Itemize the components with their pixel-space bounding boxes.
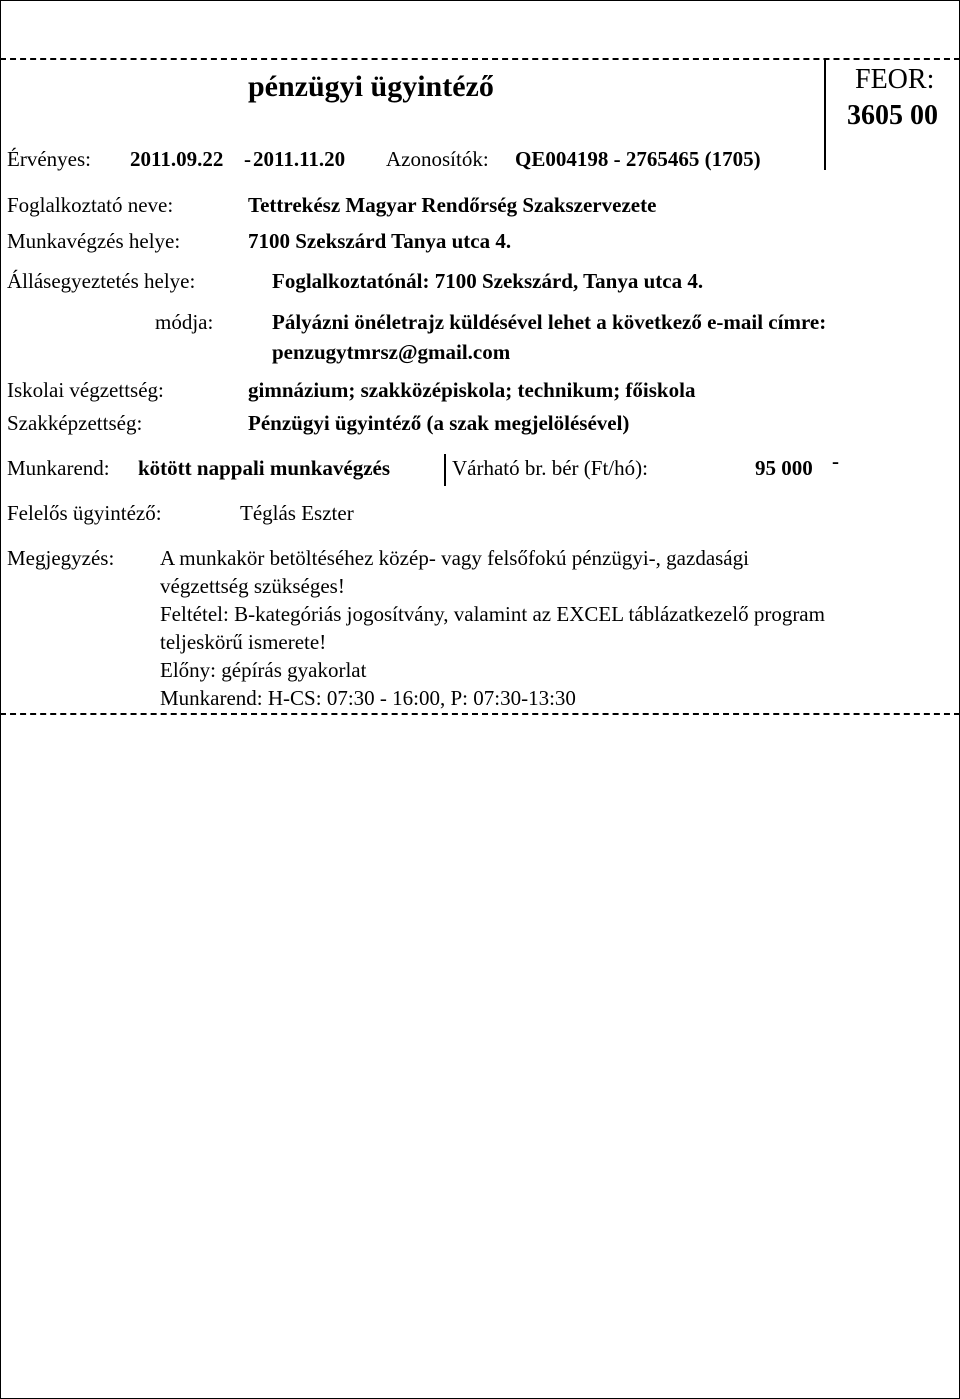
interview-place-label: Állásegyeztetés helye: bbox=[7, 269, 196, 293]
notes-line: teljeskörű ismerete! bbox=[160, 630, 327, 654]
top-dashed-divider bbox=[0, 58, 960, 60]
notes-line: Előny: gépírás gyakorlat bbox=[160, 658, 367, 682]
validity-to: 2011.11.20 bbox=[253, 147, 346, 171]
schedule-separator bbox=[444, 454, 446, 486]
contact-email[interactable]: penzugytmrsz@gmail.com bbox=[272, 340, 511, 364]
interview-method-label: módja: bbox=[155, 310, 214, 334]
notes-line: A munkakör betöltéséhez közép- vagy felsőfokú pénzügyi-, gazdasági bbox=[160, 546, 749, 570]
validity-label: Érvényes: bbox=[7, 147, 91, 171]
officer-value: Téglás Eszter bbox=[240, 501, 354, 525]
validity-from: 2011.09.22 bbox=[130, 147, 224, 171]
notes-line: Munkarend: H-CS: 07:30 - 16:00, P: 07:30-13:30 bbox=[160, 686, 576, 710]
schedule-value: kötött nappali munkavégzés bbox=[138, 456, 391, 480]
notes-label: Megjegyzés: bbox=[7, 546, 115, 570]
employer-name-value: Tettrekész Magyar Rendőrség Szakszervezete bbox=[248, 193, 657, 217]
interview-place-value: Foglalkoztatónál: 7100 Szekszárd, Tanya utca 4. bbox=[272, 269, 704, 293]
notes-line: Feltétel: B-kategóriás jogosítvány, valamint az EXCEL táblázatkezelő program bbox=[160, 602, 825, 626]
officer-label: Felelős ügyintéző: bbox=[7, 501, 162, 525]
bottom-dashed-divider bbox=[0, 713, 960, 715]
school-value: gimnázium; szakközépiskola; technikum; főiskola bbox=[248, 378, 696, 402]
validity-separator: - bbox=[244, 147, 251, 171]
salary-dash: - bbox=[832, 449, 839, 473]
ids-label: Azonosítók: bbox=[386, 147, 489, 171]
qualification-value: Pénzügyi ügyintéző (a szak megjelölésével) bbox=[248, 411, 630, 435]
job-title: pénzügyi ügyintéző bbox=[248, 70, 494, 103]
qualification-label: Szakképzettség: bbox=[7, 411, 143, 435]
salary-label: Várható br. bér (Ft/hó): bbox=[452, 456, 648, 480]
salary-value: 95 000 bbox=[755, 456, 813, 480]
schedule-label: Munkarend: bbox=[7, 456, 110, 480]
employer-name-label: Foglalkoztató neve: bbox=[7, 193, 174, 217]
notes-line: végzettség szükséges! bbox=[160, 574, 345, 598]
feor-label: FEOR: bbox=[855, 64, 935, 95]
ids-value: QE004198 - 2765465 (1705) bbox=[515, 147, 761, 171]
interview-method-line1: Pályázni önéletrajz küldésével lehet a következő e-mail címre: bbox=[272, 310, 827, 334]
workplace-label: Munkavégzés helye: bbox=[7, 229, 181, 253]
workplace-value: 7100 Szekszárd Tanya utca 4. bbox=[248, 229, 512, 253]
feor-code: 3605 00 bbox=[847, 100, 938, 131]
school-label: Iskolai végzettség: bbox=[7, 378, 164, 402]
feor-separator bbox=[824, 60, 826, 170]
